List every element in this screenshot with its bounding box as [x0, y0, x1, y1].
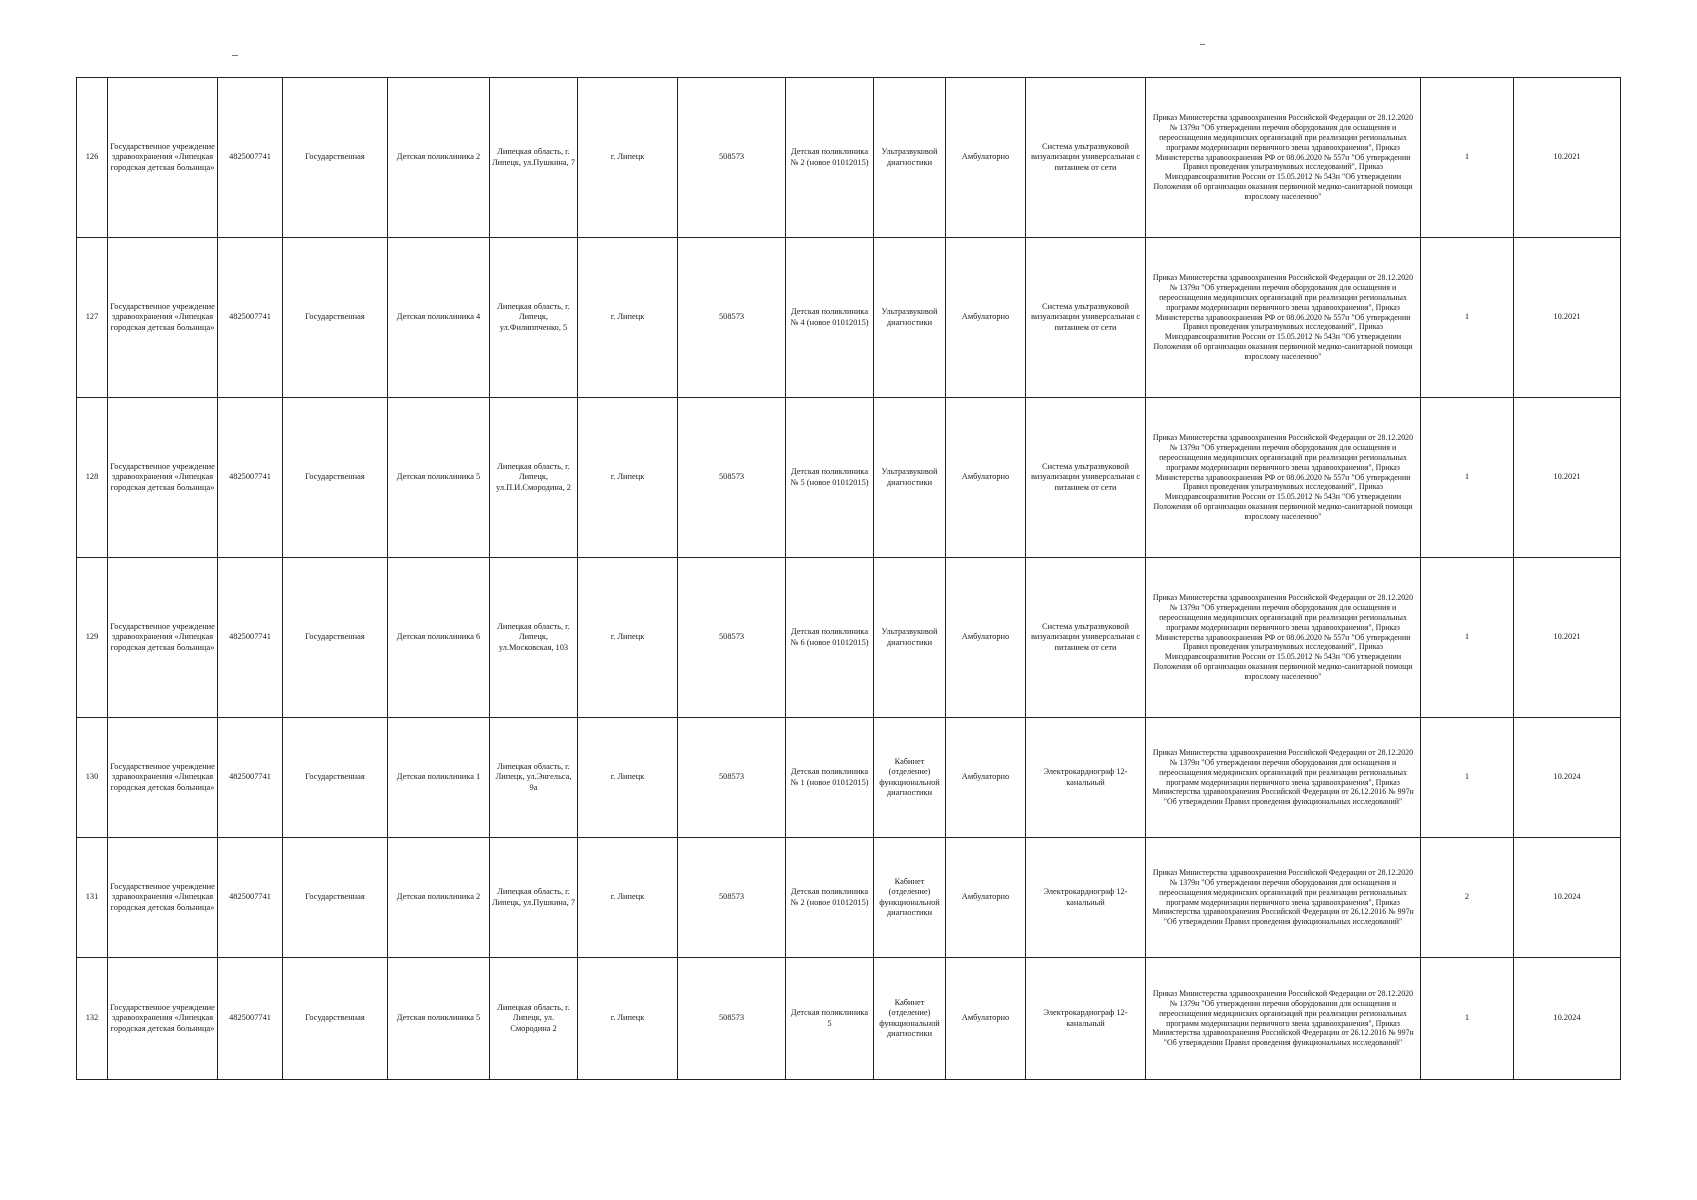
- city-cell: г. Липецк: [578, 238, 678, 398]
- care-conditions-cell: Амбулаторно: [946, 398, 1026, 558]
- city-cell: г. Липецк: [578, 78, 678, 238]
- department-cell: Ультразвуковой диагностики: [874, 398, 946, 558]
- ownership-form-cell: Государственная: [283, 838, 388, 958]
- table-row: [77, 398, 1621, 558]
- table-row: [77, 718, 1621, 838]
- city-cell: г. Липецк: [578, 718, 678, 838]
- legal-basis-cell: Приказ Министерства здравоохранения Российской Федерации от 28.12.2020 № 1379н "Об утверждении перечня оборудования для оснащения и переоснащения медицинских организаций при реализации региональных программ модернизации первичного звена здравоохранения", Приказ Министерства здравоохранения РФ от 08.06.2020 № 557н "Об утверждении Правил проведения ультразвуковых исследований", Приказ Минздравсоцразвития России от 15.05.2012 № 543н "Об утверждении Положения об организации оказания первичной медико-санитарной помощи взрослому населению": [1146, 398, 1421, 558]
- inn-cell: 4825007741: [218, 838, 283, 958]
- equipment-name-cell: Система ультразвуковой визуализации универсальная с питанием от сети: [1026, 238, 1146, 398]
- organization-name-cell: Государственное учреждение здравоохранения «Липецкая городская детская больница»: [108, 958, 218, 1080]
- structural-unit-cell: Детская поликлиника 5: [388, 398, 490, 558]
- address-cell: Липецкая область, г. Липецк, ул.Пушкина, 7: [490, 78, 578, 238]
- quantity-cell: 1: [1421, 958, 1514, 1080]
- care-conditions-cell: Амбулаторно: [946, 78, 1026, 238]
- address-cell: Липецкая область, г. Липецк, ул.Энгельса, 9а: [490, 718, 578, 838]
- organization-name-cell: Государственное учреждение здравоохранения «Липецкая городская детская больница»: [108, 718, 218, 838]
- registry-table-body: [77, 78, 1621, 1080]
- table-row: [77, 558, 1621, 718]
- legal-basis-cell: Приказ Министерства здравоохранения Российской Федерации от 28.12.2020 № 1379н "Об утверждении перечня оборудования для оснащения и переоснащения медицинских организаций при реализации региональных программ модернизации первичного звена здравоохранения", Приказ Министерства здравоохранения РФ от 08.06.2020 № 557н "Об утверждении Правил проведения ультразвуковых исследований", Приказ Минздравсоцразвития России от 15.05.2012 № 543н "Об утверждении Положения об организации оказания первичной медико-санитарной помощи взрослому населению": [1146, 558, 1421, 718]
- care-conditions-cell: Амбулаторно: [946, 958, 1026, 1080]
- row-number-cell: 130: [77, 718, 108, 838]
- inn-cell: 4825007741: [218, 958, 283, 1080]
- delivery-date-cell: 10.2021: [1514, 78, 1621, 238]
- organization-name-cell: Государственное учреждение здравоохранения «Липецкая городская детская больница»: [108, 558, 218, 718]
- row-number-cell: 129: [77, 558, 108, 718]
- delivery-date-cell: 10.2021: [1514, 398, 1621, 558]
- city-cell: г. Липецк: [578, 838, 678, 958]
- table-row: [77, 78, 1621, 238]
- ownership-form-cell: Государственная: [283, 558, 388, 718]
- quantity-cell: 2: [1421, 838, 1514, 958]
- department-cell: Кабинет (отделение) функциональной диагностики: [874, 718, 946, 838]
- ownership-form-cell: Государственная: [283, 238, 388, 398]
- organization-name-cell: Государственное учреждение здравоохранения «Липецкая городская детская больница»: [108, 398, 218, 558]
- quantity-cell: 1: [1421, 78, 1514, 238]
- delivery-date-cell: 10.2024: [1514, 838, 1621, 958]
- delivery-date-cell: 10.2021: [1514, 238, 1621, 398]
- code-cell: 508573: [678, 238, 786, 398]
- structural-unit-cell: Детская поликлиника 1: [388, 718, 490, 838]
- city-cell: г. Липецк: [578, 398, 678, 558]
- address-cell: Липецкая область, г. Липецк, ул. Смородина 2: [490, 958, 578, 1080]
- ownership-form-cell: Государственная: [283, 398, 388, 558]
- structural-unit-cell: Детская поликлиника 6: [388, 558, 490, 718]
- division-cell: Детская поликлиника № 1 (новое 01012015): [786, 718, 874, 838]
- structural-unit-cell: Детская поликлиника 4: [388, 238, 490, 398]
- organization-name-cell: Государственное учреждение здравоохранения «Липецкая городская детская больница»: [108, 838, 218, 958]
- ownership-form-cell: Государственная: [283, 958, 388, 1080]
- inn-cell: 4825007741: [218, 398, 283, 558]
- row-number-cell: 128: [77, 398, 108, 558]
- code-cell: 508573: [678, 718, 786, 838]
- care-conditions-cell: Амбулаторно: [946, 238, 1026, 398]
- department-cell: Ультразвуковой диагностики: [874, 238, 946, 398]
- address-cell: Липецкая область, г. Липецк, ул.Московская, 103: [490, 558, 578, 718]
- division-cell: Детская поликлиника 5: [786, 958, 874, 1080]
- division-cell: Детская поликлиника № 5 (новое 01012015): [786, 398, 874, 558]
- legal-basis-cell: Приказ Министерства здравоохранения Российской Федерации от 28.12.2020 № 1379н "Об утверждении перечня оборудования для оснащения и переоснащения медицинских организаций при реализации региональных программ модернизации первичного звена здравоохранения", Приказ Министерства здравоохранения РФ от 08.06.2020 № 557н "Об утверждении Правил проведения ультразвуковых исследований", Приказ Минздравсоцразвития России от 15.05.2012 № 543н "Об утверждении Положения об организации оказания первичной медико-санитарной помощи взрослому населению": [1146, 78, 1421, 238]
- scan-artifact: [1200, 44, 1205, 45]
- inn-cell: 4825007741: [218, 718, 283, 838]
- scan-artifact: [232, 55, 238, 56]
- equipment-name-cell: Система ультразвуковой визуализации универсальная с питанием от сети: [1026, 78, 1146, 238]
- quantity-cell: 1: [1421, 238, 1514, 398]
- table-row: [77, 238, 1621, 398]
- delivery-date-cell: 10.2024: [1514, 718, 1621, 838]
- delivery-date-cell: 10.2024: [1514, 958, 1621, 1080]
- address-cell: Липецкая область, г. Липецк, ул.Филиппченко, 5: [490, 238, 578, 398]
- row-number-cell: 127: [77, 238, 108, 398]
- city-cell: г. Липецк: [578, 558, 678, 718]
- code-cell: 508573: [678, 958, 786, 1080]
- inn-cell: 4825007741: [218, 558, 283, 718]
- equipment-name-cell: Система ультразвуковой визуализации универсальная с питанием от сети: [1026, 558, 1146, 718]
- legal-basis-cell: Приказ Министерства здравоохранения Российской Федерации от 28.12.2020 № 1379н "Об утверждении перечня оборудования для оснащения и переоснащения медицинских организаций при реализации региональных программ модернизации первичного звена здравоохранения", Приказ Министерства здравоохранения Российской Федерации от 26.12.2016 № 997н "Об утверждении Правил проведения функциональных исследований": [1146, 958, 1421, 1080]
- code-cell: 508573: [678, 398, 786, 558]
- department-cell: Кабинет (отделение) функциональной диагностики: [874, 958, 946, 1080]
- city-cell: г. Липецк: [578, 958, 678, 1080]
- department-cell: Ультразвуковой диагностики: [874, 558, 946, 718]
- organization-name-cell: Государственное учреждение здравоохранения «Липецкая городская детская больница»: [108, 78, 218, 238]
- table-row: [77, 838, 1621, 958]
- equipment-name-cell: Электрокардиограф 12-канальный: [1026, 958, 1146, 1080]
- structural-unit-cell: Детская поликлиника 5: [388, 958, 490, 1080]
- equipment-name-cell: Система ультразвуковой визуализации универсальная с питанием от сети: [1026, 398, 1146, 558]
- row-number-cell: 132: [77, 958, 108, 1080]
- address-cell: Липецкая область, г. Липецк, ул.Пушкина, 7: [490, 838, 578, 958]
- inn-cell: 4825007741: [218, 238, 283, 398]
- quantity-cell: 1: [1421, 558, 1514, 718]
- address-cell: Липецкая область, г. Липецк, ул.П.И.Смородина, 2: [490, 398, 578, 558]
- care-conditions-cell: Амбулаторно: [946, 718, 1026, 838]
- department-cell: Кабинет (отделение) функциональной диагностики: [874, 838, 946, 958]
- structural-unit-cell: Детская поликлиника 2: [388, 838, 490, 958]
- row-number-cell: 126: [77, 78, 108, 238]
- code-cell: 508573: [678, 78, 786, 238]
- organization-name-cell: Государственное учреждение здравоохранения «Липецкая городская детская больница»: [108, 238, 218, 398]
- division-cell: Детская поликлиника № 4 (новое 01012015): [786, 238, 874, 398]
- ownership-form-cell: Государственная: [283, 718, 388, 838]
- legal-basis-cell: Приказ Министерства здравоохранения Российской Федерации от 28.12.2020 № 1379н "Об утверждении перечня оборудования для оснащения и переоснащения медицинских организаций при реализации региональных программ модернизации первичного звена здравоохранения", Приказ Министерства здравоохранения РФ от 08.06.2020 № 557н "Об утверждении Правил проведения ультразвуковых исследований", Приказ Минздравсоцразвития России от 15.05.2012 № 543н "Об утверждении Положения об организации оказания первичной медико-санитарной помощи взрослому населению": [1146, 238, 1421, 398]
- table-row: [77, 958, 1621, 1080]
- ownership-form-cell: Государственная: [283, 78, 388, 238]
- legal-basis-cell: Приказ Министерства здравоохранения Российской Федерации от 28.12.2020 № 1379н "Об утверждении перечня оборудования для оснащения и переоснащения медицинских организаций при реализации региональных программ модернизации первичного звена здравоохранения", Приказ Министерства здравоохранения Российской Федерации от 26.12.2016 № 997н "Об утверждении Правил проведения функциональных исследований": [1146, 838, 1421, 958]
- equipment-registry-table: [76, 77, 1621, 1080]
- code-cell: 508573: [678, 558, 786, 718]
- quantity-cell: 1: [1421, 398, 1514, 558]
- equipment-name-cell: Электрокардиограф 12-канальный: [1026, 718, 1146, 838]
- legal-basis-cell: Приказ Министерства здравоохранения Российской Федерации от 28.12.2020 № 1379н "Об утверждении перечня оборудования для оснащения и переоснащения медицинских организаций при реализации региональных программ модернизации первичного звена здравоохранения", Приказ Министерства здравоохранения Российской Федерации от 26.12.2016 № 997н "Об утверждении Правил проведения функциональных исследований": [1146, 718, 1421, 838]
- structural-unit-cell: Детская поликлиника 2: [388, 78, 490, 238]
- division-cell: Детская поликлиника № 2 (новое 01012015): [786, 838, 874, 958]
- delivery-date-cell: 10.2021: [1514, 558, 1621, 718]
- quantity-cell: 1: [1421, 718, 1514, 838]
- division-cell: Детская поликлиника № 6 (новое 01012015): [786, 558, 874, 718]
- inn-cell: 4825007741: [218, 78, 283, 238]
- department-cell: Ультразвуковой диагностики: [874, 78, 946, 238]
- row-number-cell: 131: [77, 838, 108, 958]
- code-cell: 508573: [678, 838, 786, 958]
- care-conditions-cell: Амбулаторно: [946, 838, 1026, 958]
- division-cell: Детская поликлиника № 2 (новое 01012015): [786, 78, 874, 238]
- care-conditions-cell: Амбулаторно: [946, 558, 1026, 718]
- equipment-name-cell: Электрокардиограф 12-канальный: [1026, 838, 1146, 958]
